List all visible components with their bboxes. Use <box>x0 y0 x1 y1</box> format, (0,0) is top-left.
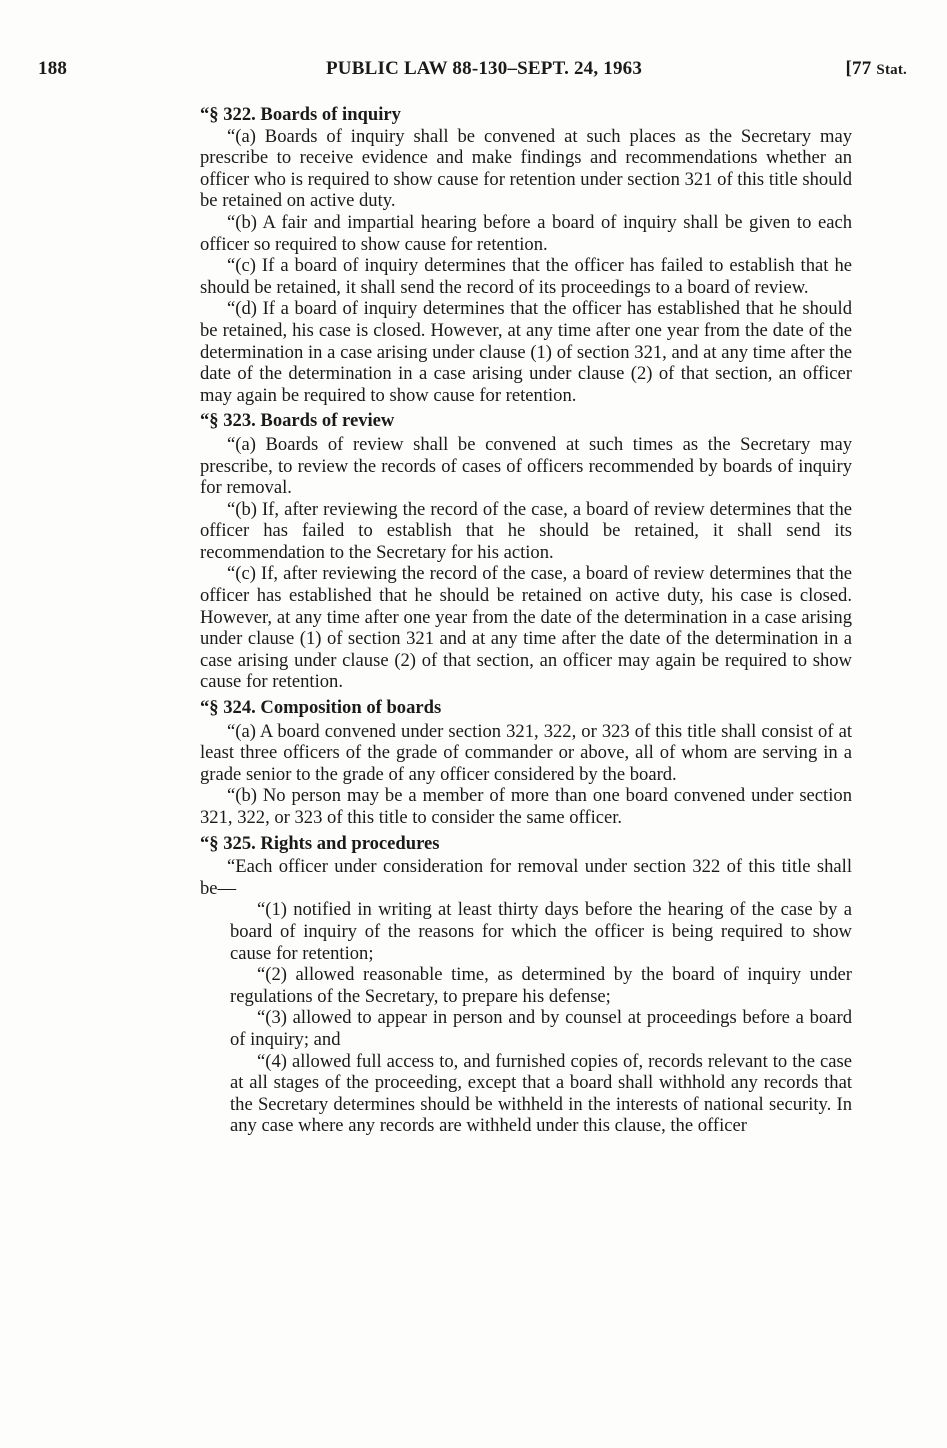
running-title: PUBLIC LAW 88-130–SEPT. 24, 1963 <box>326 58 643 79</box>
section-325-item-2: “(2) allowed reasonable time, as determined by the board of inquiry under regulations of the Secretary, to prepare his defense; <box>230 964 852 1007</box>
section-325-intro: “Each officer under consideration for removal under section 322 of this title shall be— <box>200 856 852 899</box>
statute-reference <box>846 58 907 80</box>
section-324-paragraph-a: “(a) A board convened under section 321, 322, or 323 of this title shall consist of at least three officers of the grade of commander or above, all of whom are serving in a grade senior to the grade of any officer considered by the board. <box>200 720 852 785</box>
section-322-paragraph-b: “(b) A fair and impartial hearing before a board of inquiry shall be given to each officer so required to show cause for retention. <box>200 211 852 255</box>
section-323-paragraph-c: “(c) If, after reviewing the record of the case, a board of review determines that the officer has established that he should be retained on active duty, his case is closed. However, at any time after one year from the date of the determination in a case arising under clause (1) of section 321 and at any time after the date of the determination in a case arising under clause (2) of that section, an officer may again be required to show cause for retention. <box>200 563 852 693</box>
section-325-heading: “§ 325. Rights and procedures <box>200 832 440 854</box>
section-325-item-1: “(1) notified in writing at least thirty days before the hearing of the case by a board of inquiry of the reasons for which the officer is being required to show cause for retention; <box>230 899 852 964</box>
section-324-heading: “§ 324. Composition of boards <box>200 697 442 719</box>
statute-volume: [77 <box>845 58 872 79</box>
document-body <box>200 104 852 1137</box>
section-322-paragraph-a: “(a) Boards of inquiry shall be convened at such places as the Secretary may prescribe to receive evidence and make findings and recommendations whether an officer who is required to show cause for retention under section 321 of this title should be retained on active duty. <box>200 125 852 212</box>
section-323-heading: “§ 323. Boards of review <box>200 410 395 432</box>
statute-word: Stat. <box>876 62 907 78</box>
section-325-item-3: “(3) allowed to appear in person and by counsel at proceedings before a board of inquiry; and <box>230 1007 852 1050</box>
section-325-item-4: “(4) allowed full access to, and furnished copies of, records relevant to the case at all stages of the proceeding, except that a board shall withhold any records that the Secretary determines should be withheld in the interests of national security. In any case where any records are withheld under this clause, the officer <box>230 1050 852 1137</box>
section-323-paragraph-b: “(b) If, after reviewing the record of the case, a board of review determines that the officer has failed to establish that he should be retained, it shall send its recommendation to the Secretary for his action. <box>200 498 852 563</box>
page-number: 188 <box>38 58 68 79</box>
section-323-paragraph-a: “(a) Boards of review shall be convened at such times as the Secretary may prescribe, to review the records of cases of officers recommended by boards of inquiry for removal. <box>200 433 852 499</box>
section-324-paragraph-b: “(b) No person may be a member of more than one board convened under section 321, 322, or 323 of this title to consider the same officer. <box>200 785 852 828</box>
section-322-paragraph-c: “(c) If a board of inquiry determines that the officer has failed to establish that he should be retained, it shall send the record of its proceedings to a board of review. <box>200 255 852 298</box>
page-header <box>36 58 907 86</box>
section-322-paragraph-d: “(d) If a board of inquiry determines that the officer has established that he should be retained, his case is closed. However, at any time after one year from the date of the determination in a case arising under clause (1) of section 321, and at any time after the date of the determination in a case arising under clause (2) of that section, an officer may again be required to show cause for retention. <box>200 298 852 406</box>
section-322-heading: “§ 322. Boards of inquiry <box>200 104 401 125</box>
